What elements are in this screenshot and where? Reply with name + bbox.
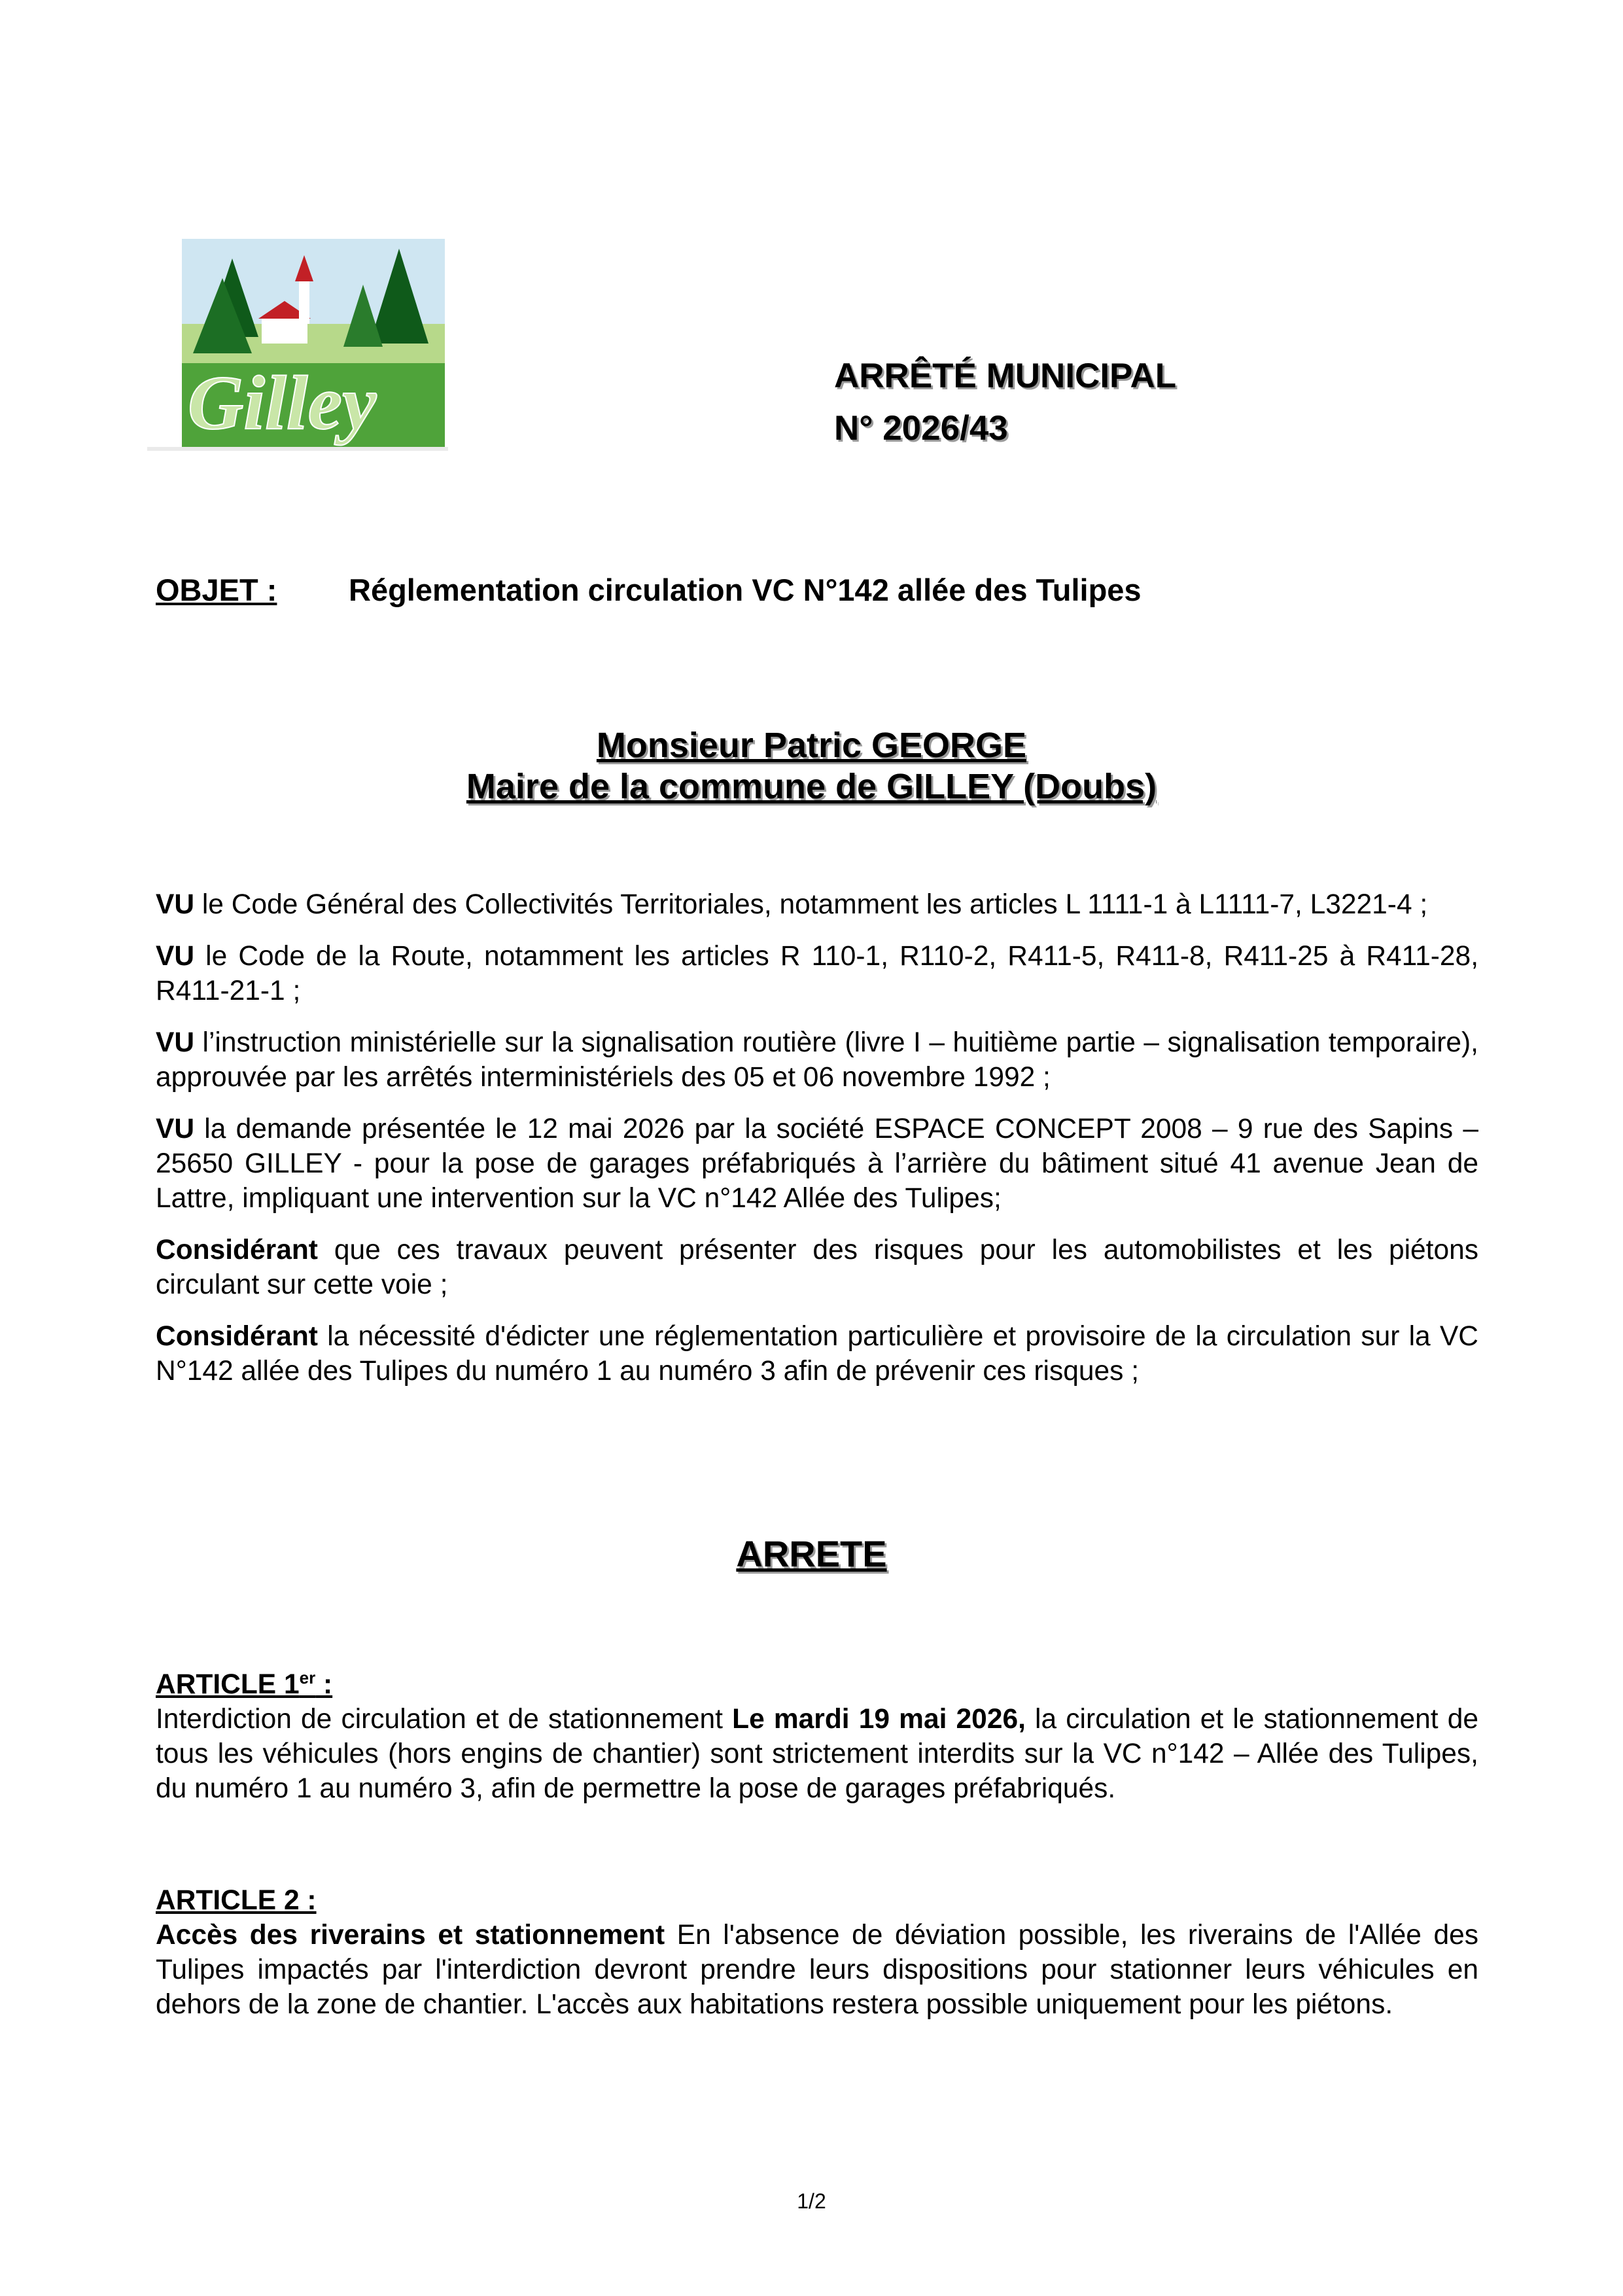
article-1-text-after: la circulation et le stationnement de tous les véhicules (hors engins de chantier) sont strictement interdits sur la VC n°142 – Allée des Tulipes, du numéro 1 au numéro 3, afin de permettre la pose de garages préfabriqués. (156, 1704, 1478, 1805)
article-2 (156, 1883, 1478, 2022)
article-2-body (156, 1918, 1478, 2022)
article-1-title-sup: er (299, 1668, 316, 1687)
mayor-title: Maire de la commune de GILLEY (Doubs) (466, 767, 1157, 806)
consideration-paragraph (156, 1025, 1478, 1095)
mayor-name: Monsieur Patric GEORGE (596, 726, 1027, 765)
decree-title-line1: ARRÊTÉ MUNICIPAL (834, 357, 1177, 395)
consideration-lead: VU (156, 889, 195, 920)
article-2-heading: Accès des riverains et stationnement (156, 1920, 665, 1951)
article-1-date: Le mardi 19 mai 2026, (732, 1704, 1026, 1735)
decree-title (834, 350, 1176, 455)
consideration-lead: Considérant (156, 1321, 318, 1352)
page-number: 1/2 (797, 2189, 826, 2213)
article-1-title (156, 1661, 1478, 1702)
article-1-text-before: Interdiction de circulation et de stationnement (156, 1704, 733, 1735)
consideration-text: la demande présentée le 12 mai 2026 par la société ESPACE CONCEPT 2008 – 9 rue des Sapins – 25650 GILLEY - pour la pose de garages préfabriqués à l’arrière du bâtiment situé 41 avenue Jean de Lattre, impliquant une intervention sur la VC n°142 Allée des Tulipes; (156, 1114, 1478, 1214)
gilley-logo-image (147, 239, 448, 455)
consideration-text: que ces travaux peuvent présenter des risques pour les automobilistes et les piétons circulant sur cette voie ; (156, 1235, 1478, 1300)
arrete-heading: ARRETE (736, 1533, 887, 1574)
article-1-body (156, 1702, 1478, 1806)
consideration-lead: VU (156, 941, 195, 972)
consideration-text: l’instruction ministérielle sur la signalisation routière (livre I – huitième partie – signalisation temporaire), approuvée par les arrêtés interministériels des 05 et 06 novembre 1992 ; (156, 1027, 1478, 1093)
article-2-text: En l'absence de déviation possible, les riverains de l'Allée des Tulipes impactés par l'interdiction devront prendre leurs dispositions pour stationner leurs véhicules en dehors de la zone de chantier. L'accès aux habitations restera possible uniquement pour les piétons. (156, 1920, 1478, 2020)
article-1-title-suffix: : (315, 1669, 333, 1701)
consideration-lead: VU (156, 1114, 195, 1144)
consideration-paragraph (156, 1319, 1478, 1388)
gilley-logo-wordmark: Gilley (188, 360, 377, 446)
consideration-text: la nécessité d'édicter une réglementation particulière et provisoire de la circulation sur la VC N°142 allée des Tulipes du numéro 1 au numéro 3 afin de prévenir ces risques ; (156, 1321, 1478, 1386)
considerations (156, 887, 1478, 1405)
gilley-logo (147, 239, 448, 455)
object-label: OBJET : (156, 573, 277, 607)
consideration-text: le Code Général des Collectivités Territoriales, notamment les articles L 1111-1 à L1111-7, L3221-4 ; (194, 889, 1428, 920)
article-2-title: ARTICLE 2 : (156, 1885, 317, 1916)
mayor-heading (0, 725, 1623, 807)
article-1-title-text: ARTICLE 1 (156, 1669, 300, 1701)
article-1 (156, 1661, 1478, 1806)
object-text: Réglementation circulation VC N°142 allée des Tulipes (349, 573, 1142, 607)
consideration-lead: Considérant (156, 1235, 318, 1265)
object-line (156, 571, 1142, 610)
consideration-paragraph (156, 1112, 1478, 1216)
decree-number: N° 2026/43 (834, 409, 1008, 448)
consideration-paragraph (156, 1233, 1478, 1302)
consideration-paragraph (156, 939, 1478, 1008)
consideration-text: le Code de la Route, notamment les articles R 110-1, R110-2, R411-5, R411-8, R411-25 à R411-28, R411-21-1 ; (156, 941, 1478, 1006)
consideration-paragraph (156, 887, 1478, 922)
consideration-lead: VU (156, 1027, 195, 1058)
